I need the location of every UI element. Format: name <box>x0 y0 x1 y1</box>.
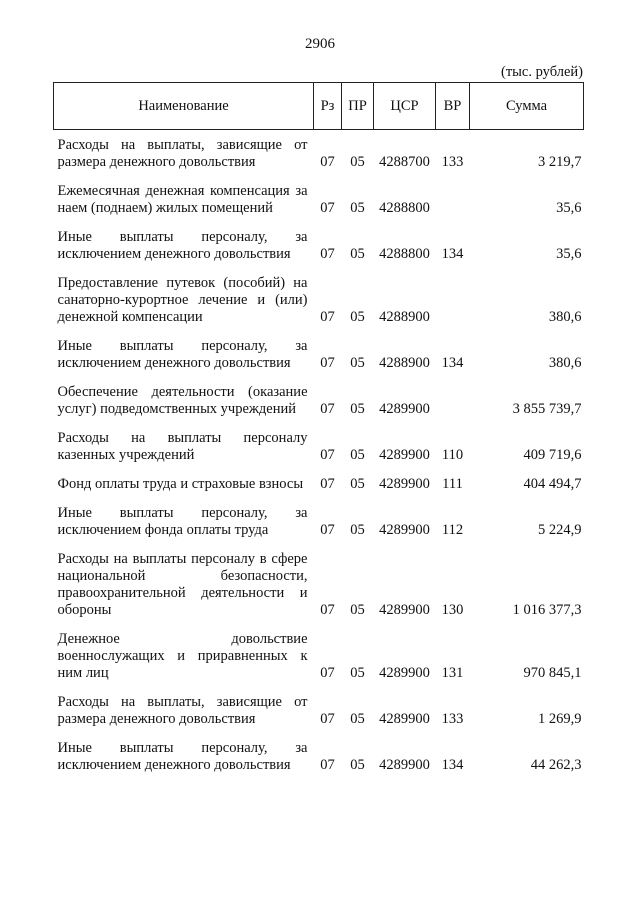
table-row <box>54 740 584 786</box>
cell-pr: 05 <box>350 200 365 216</box>
table-row <box>54 430 584 476</box>
cell-sum: 380,6 <box>548 309 582 325</box>
cell-csr: 4289900 <box>379 522 430 538</box>
cell-csr: 4289900 <box>379 711 430 727</box>
cell-vr: 131 <box>441 665 464 681</box>
cell-rz: 07 <box>320 665 335 681</box>
table-row <box>54 631 584 694</box>
table-row <box>54 476 584 505</box>
cell-rz: 07 <box>320 246 335 262</box>
cell-csr: 4289900 <box>379 401 430 417</box>
cell-pr: 05 <box>350 401 365 417</box>
cell-sum: 3 855 739,7 <box>512 401 582 417</box>
cell-name: Расходы на выплаты, зависящие от размера денежного довольствия <box>57 694 308 727</box>
cell-sum: 35,6 <box>556 200 582 216</box>
cell-pr: 05 <box>350 757 365 773</box>
cell-sum: 35,6 <box>556 246 582 262</box>
cell-name: Расходы на выплаты персоналу в сфере национальной безопасности, правоохранительной деятельности и обороны <box>57 551 308 618</box>
cell-rz: 07 <box>320 309 335 325</box>
cell-name: Расходы на выплаты, зависящие от размера денежного довольствия <box>57 137 308 170</box>
cell-vr: 130 <box>441 602 464 618</box>
cell-sum: 44 262,3 <box>530 757 582 773</box>
cell-pr: 05 <box>350 476 365 492</box>
header-pr: ПР <box>342 83 374 130</box>
cell-sum: 970 845,1 <box>523 665 582 681</box>
cell-sum: 404 494,7 <box>523 476 582 492</box>
cell-sum: 1 016 377,3 <box>512 602 582 618</box>
table-row <box>54 505 584 551</box>
cell-rz: 07 <box>320 447 335 463</box>
cell-pr: 05 <box>350 447 365 463</box>
cell-vr <box>436 275 470 338</box>
cell-rz: 07 <box>320 476 335 492</box>
cell-rz: 07 <box>320 522 335 538</box>
cell-rz: 07 <box>320 602 335 618</box>
units-label: (тыс. рублей) <box>501 64 583 80</box>
cell-name: Обеспечение деятельности (оказание услуг) подведомственных учреждений <box>57 384 308 417</box>
cell-vr: 134 <box>441 757 464 773</box>
cell-pr: 05 <box>350 602 365 618</box>
table-row <box>54 551 584 631</box>
header-vr: ВР <box>436 83 470 130</box>
cell-name: Иные выплаты персоналу, за исключением фонда оплаты труда <box>57 505 308 538</box>
cell-csr: 4289900 <box>379 476 430 492</box>
page-number: 2906 <box>305 36 335 52</box>
table-row <box>54 384 584 430</box>
cell-sum: 5 224,9 <box>538 522 582 538</box>
cell-name: Предоставление путевок (пособий) на санаторно-курортное лечение и (или) денежной компенсации <box>57 275 308 325</box>
cell-csr: 4289900 <box>379 602 430 618</box>
cell-pr: 05 <box>350 309 365 325</box>
cell-name: Иные выплаты персоналу, за исключением денежного довольствия <box>57 740 308 773</box>
cell-name: Иные выплаты персоналу, за исключением денежного довольствия <box>57 229 308 262</box>
cell-vr: 134 <box>441 246 464 262</box>
cell-csr: 4288700 <box>379 154 430 170</box>
cell-csr: 4288900 <box>379 355 430 371</box>
cell-name: Ежемесячная денежная компенсация за наем (поднаем) жилых помещений <box>57 183 308 216</box>
table-row <box>54 130 584 184</box>
header-name: Наименование <box>54 83 314 130</box>
table-row <box>54 275 584 338</box>
cell-vr: 110 <box>441 447 464 463</box>
cell-csr: 4288800 <box>379 200 430 216</box>
table-row <box>54 229 584 275</box>
cell-sum: 409 719,6 <box>523 447 582 463</box>
cell-vr: 133 <box>441 154 464 170</box>
cell-pr: 05 <box>350 711 365 727</box>
table-header-row <box>54 83 584 130</box>
cell-vr: 134 <box>441 355 464 371</box>
cell-rz: 07 <box>320 757 335 773</box>
cell-vr <box>436 384 470 430</box>
cell-pr: 05 <box>350 665 365 681</box>
cell-sum: 1 269,9 <box>538 711 582 727</box>
cell-vr <box>436 183 470 229</box>
table-row <box>54 694 584 740</box>
cell-csr: 4289900 <box>379 447 430 463</box>
cell-vr: 111 <box>442 476 463 492</box>
cell-pr: 05 <box>350 246 365 262</box>
cell-rz: 07 <box>320 355 335 371</box>
header-rz: Рз <box>314 83 342 130</box>
cell-sum: 380,6 <box>548 355 582 371</box>
cell-csr: 4289900 <box>379 757 430 773</box>
cell-csr: 4289900 <box>379 665 430 681</box>
cell-rz: 07 <box>320 711 335 727</box>
cell-rz: 07 <box>320 200 335 216</box>
cell-pr: 05 <box>350 355 365 371</box>
cell-csr: 4288800 <box>379 246 430 262</box>
cell-pr: 05 <box>350 154 365 170</box>
cell-rz: 07 <box>320 154 335 170</box>
cell-rz: 07 <box>320 401 335 417</box>
cell-vr: 112 <box>441 522 464 538</box>
cell-pr: 05 <box>350 522 365 538</box>
cell-name: Фонд оплаты труда и страховые взносы <box>57 476 304 492</box>
cell-vr: 133 <box>441 711 464 727</box>
cell-name: Иные выплаты персоналу, за исключением денежного довольствия <box>57 338 308 371</box>
cell-name: Денежное довольствие военнослужащих и приравненных к ним лиц <box>57 631 308 681</box>
table-row <box>54 338 584 384</box>
cell-csr: 4288900 <box>379 309 430 325</box>
header-sum: Сумма <box>470 83 584 130</box>
cell-sum: 3 219,7 <box>538 154 582 170</box>
budget-table <box>53 82 584 786</box>
table-row <box>54 183 584 229</box>
header-csr: ЦСР <box>374 83 436 130</box>
cell-name: Расходы на выплаты персоналу казенных учреждений <box>57 430 308 463</box>
